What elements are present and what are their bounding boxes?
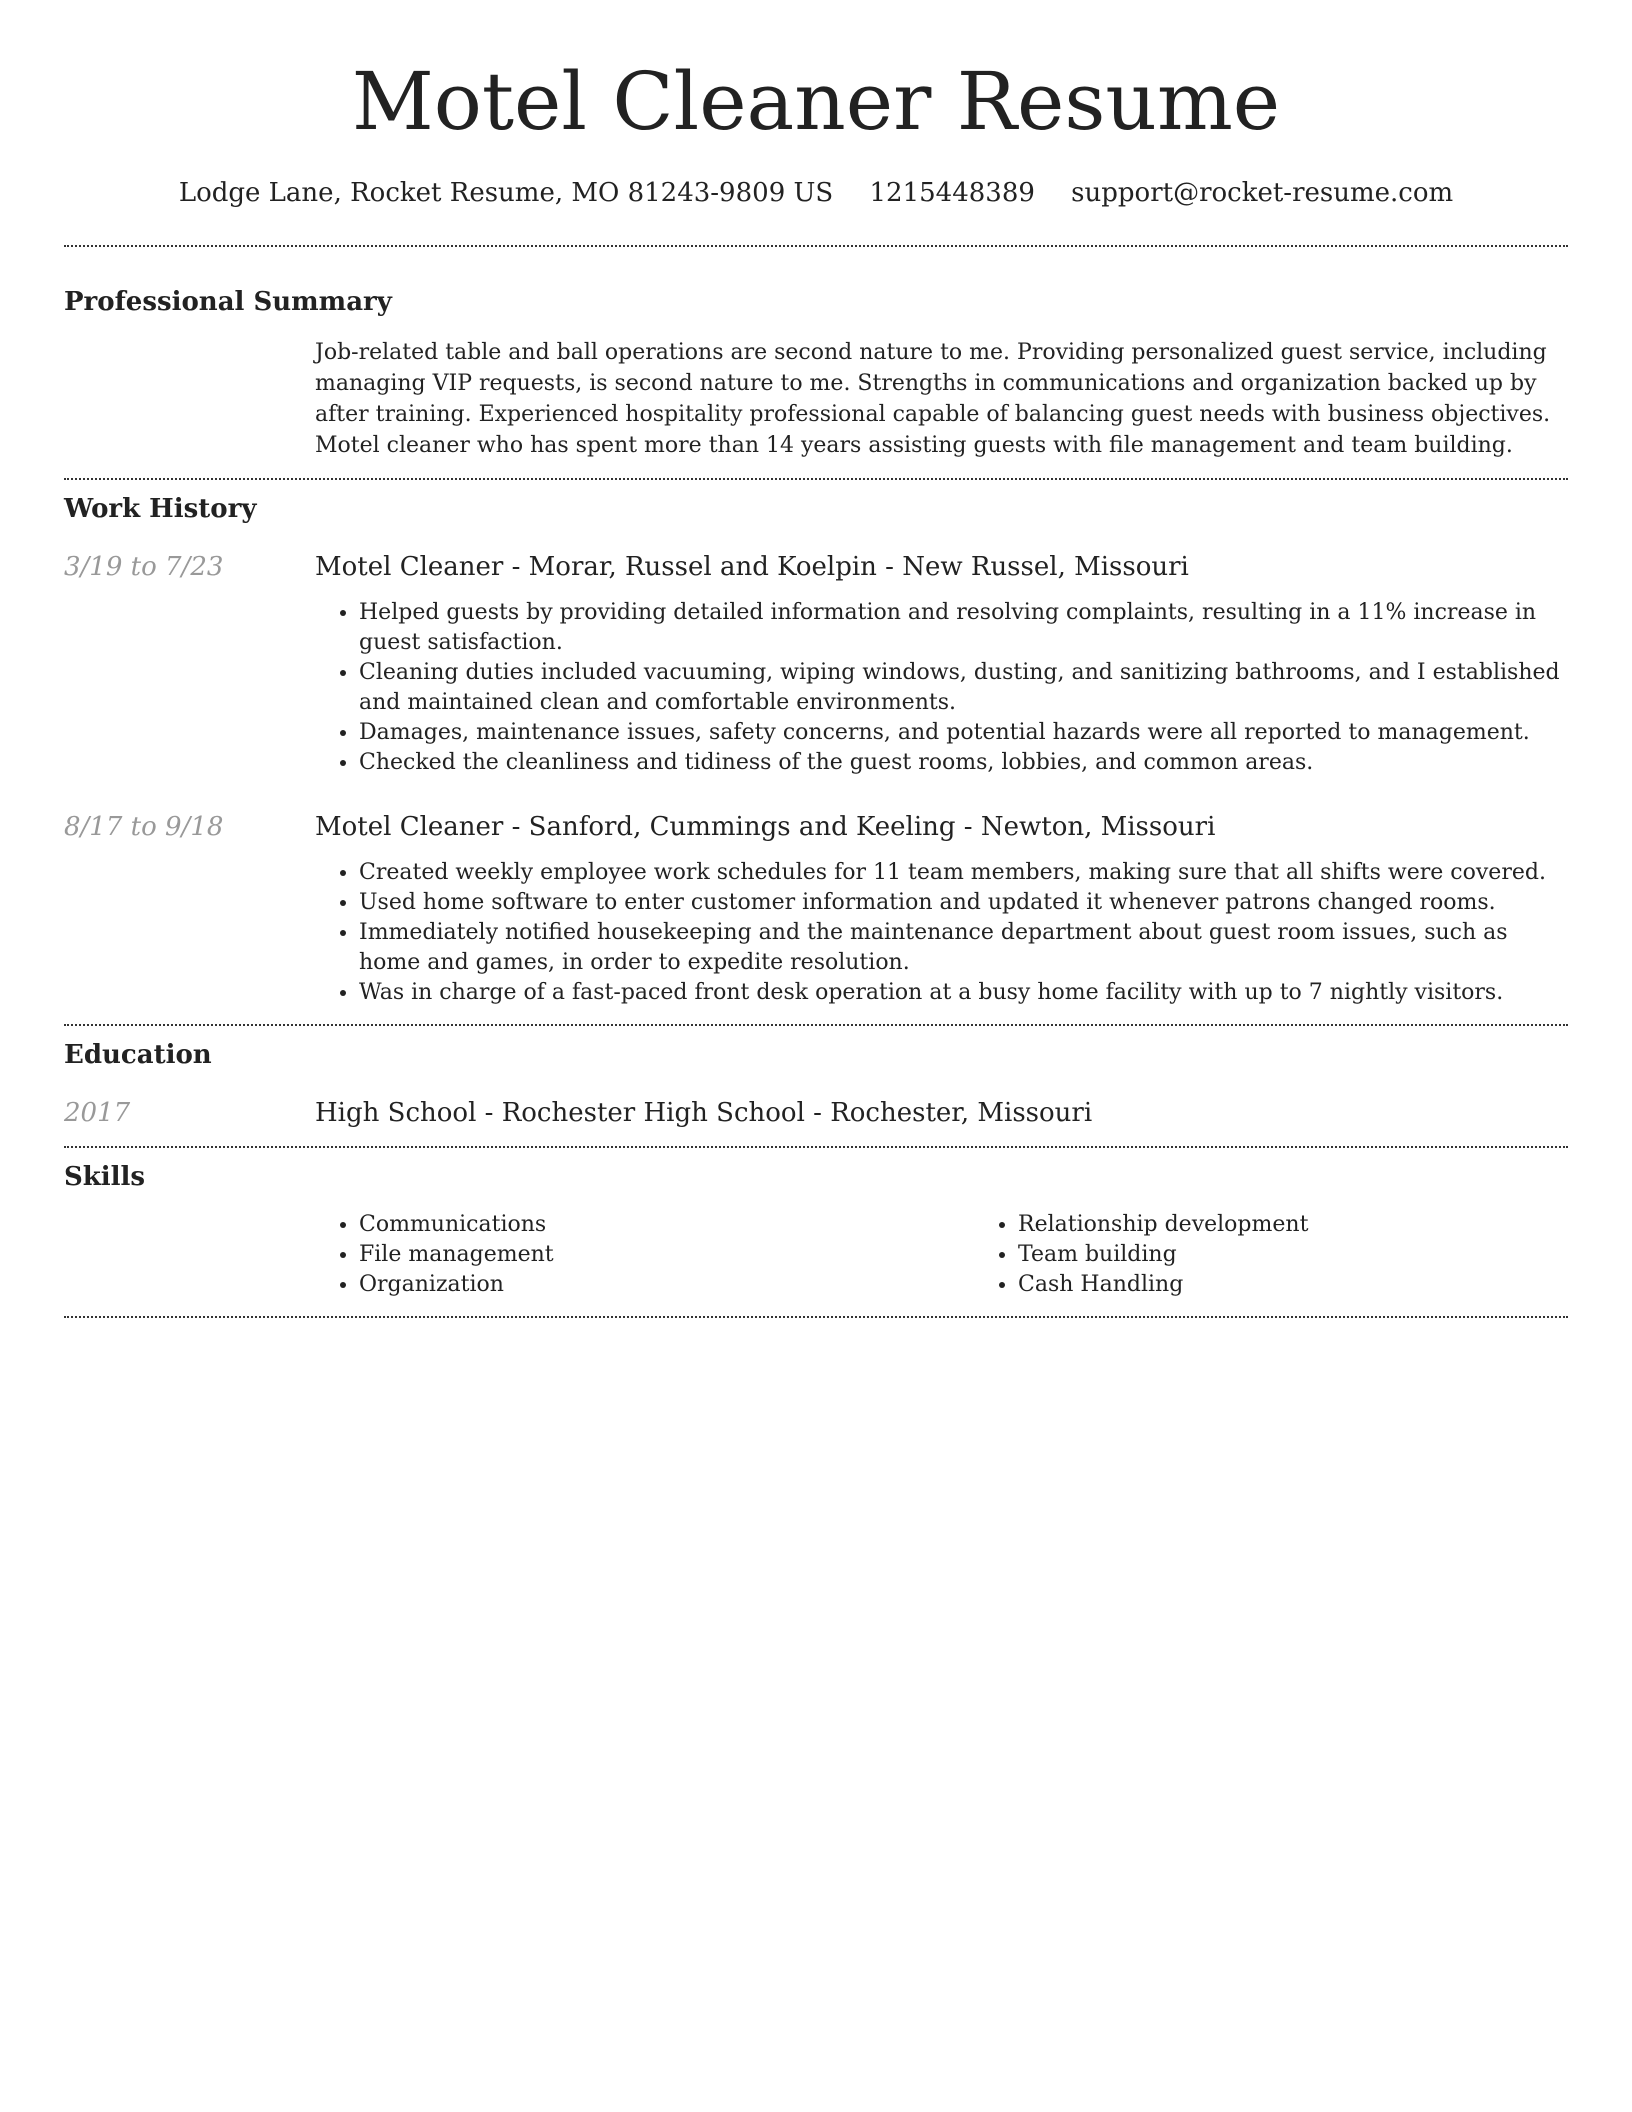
list-item: • Was in charge of a fast-paced front desk operation at a busy home facility with up to 7 nightly visitors. (359, 978, 1568, 1008)
contact-line (64, 176, 1568, 210)
summary-text: Job-related table and ball operations are second nature to me. Providing personalized guest service, including managing VIP requests, is second nature to me. Strengths in communications and organization backed up by after training. Experienced hospitality professional capable of balancing guest needs with business objectives. Motel cleaner who has spent more than 14 years assisting guests with file management and team building. (315, 340, 1551, 458)
skill-item: • File management (359, 1240, 974, 1270)
job-role: Motel Cleaner (315, 812, 504, 842)
section-title-work: Work History (64, 494, 257, 524)
divider (64, 1316, 1568, 1318)
job-role: Motel Cleaner (315, 552, 504, 582)
education-entry (64, 1096, 1568, 1130)
list-item: • Damages, maintenance issues, safety concerns, and potential hazards were all reported to management. (359, 718, 1568, 748)
job-bullets (315, 858, 1568, 1008)
list-item: • Immediately notified housekeeping and the maintenance department about guest room issues, such as home and games, in order to expedite resolution. (359, 918, 1568, 978)
summary-section (64, 247, 1568, 461)
list-item: • Created weekly employee work schedules for 11 team members, making sure that all shifts were covered. (359, 858, 1568, 888)
list-item: • Used home software to enter customer information and updated it whenever patrons changed rooms. (359, 888, 1568, 918)
contact-email: support@rocket-resume.com (1071, 178, 1454, 208)
contact-phone: 1215448389 (869, 178, 1035, 208)
work-section (64, 480, 1568, 1008)
summary-spacer (64, 337, 315, 461)
skill-item: • Organization (359, 1270, 974, 1300)
job-employer-location: - Morar, Russel and Koelpin - New Russel, Missouri (503, 552, 1189, 582)
resume-page (64, 0, 1568, 1318)
resume-title: Motel Cleaner Resume (351, 55, 1281, 148)
section-title-skills: Skills (64, 1162, 146, 1192)
job-employer-location: - Sanford, Cummings and Keeling - Newton, Missouri (503, 812, 1216, 842)
job-heading (315, 810, 1568, 844)
job-dates: 3/19 to 7/23 (64, 552, 224, 582)
skill-item: • Team building (1018, 1240, 1632, 1270)
education-section (64, 1026, 1568, 1130)
job-heading (315, 550, 1568, 584)
contact-address: Lodge Lane, Rocket Resume, MO 81243-9809 US (178, 178, 834, 208)
section-title-summary: Professional Summary (64, 287, 392, 317)
list-item: • Checked the cleanliness and tidiness of the guest rooms, lobbies, and common areas. (359, 748, 1568, 778)
skills-spacer (64, 1210, 315, 1300)
skill-item: • Communications (359, 1210, 974, 1240)
list-item: • Helped guests by providing detailed information and resolving complaints, resulting in a 11% increase in guest satisfaction. (359, 598, 1568, 658)
education-school-location: - Rochester High School - Rochester, Missouri (476, 1098, 1093, 1128)
skills-list-right (974, 1210, 1632, 1300)
skill-item: • Relationship development (1018, 1210, 1632, 1240)
education-year: 2017 (64, 1098, 131, 1128)
education-degree: High School (315, 1098, 477, 1128)
skills-section (64, 1148, 1568, 1300)
skills-list-left (315, 1210, 974, 1300)
skill-item: • Cash Handling (1018, 1270, 1632, 1300)
job-entry (64, 550, 1568, 778)
list-item: • Cleaning duties included vacuuming, wiping windows, dusting, and sanitizing bathrooms, and I established and maintained clean and comfortable environments. (359, 658, 1568, 718)
job-entry (64, 810, 1568, 1008)
section-title-education: Education (64, 1040, 212, 1070)
job-dates: 8/17 to 9/18 (64, 812, 224, 842)
job-bullets (315, 598, 1568, 778)
education-heading (315, 1096, 1568, 1130)
